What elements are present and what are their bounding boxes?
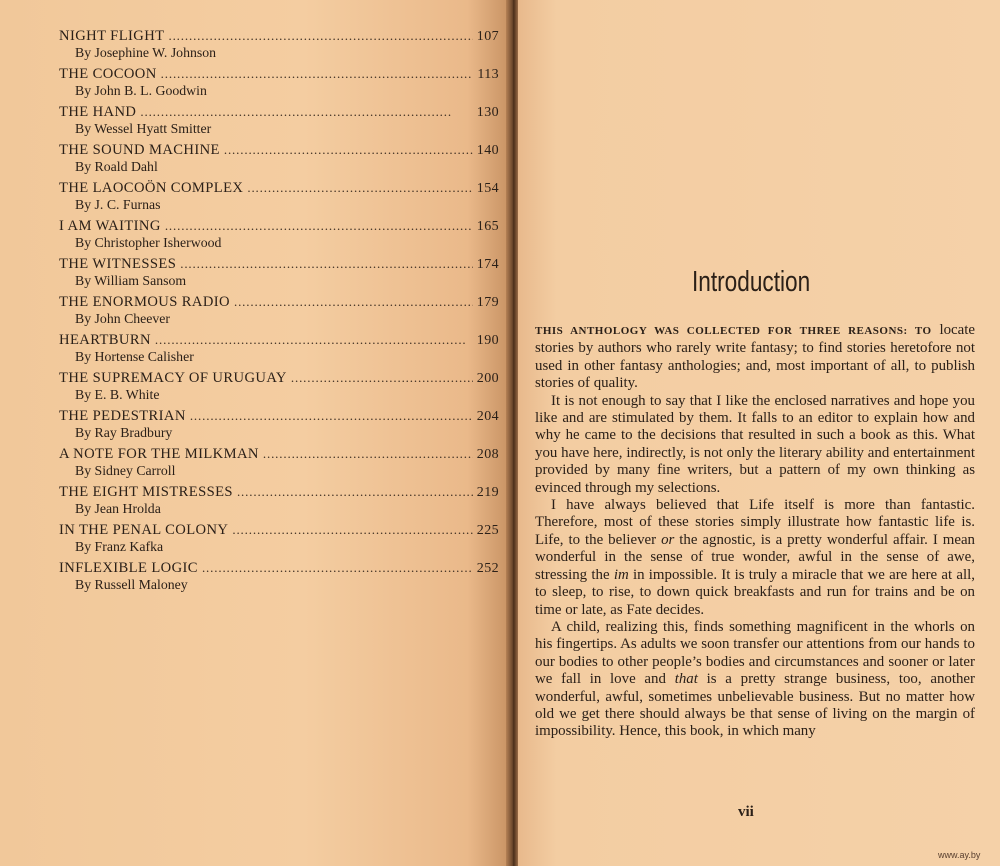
toc-entry-page: 200 — [476, 371, 499, 386]
toc-entry — [59, 560, 499, 598]
toc-leader-dots — [161, 66, 474, 82]
toc-entry-author: By William Sansom — [75, 273, 187, 288]
toc-entry — [59, 180, 499, 218]
toc-entry-title: THE SUPREMACY OF URUGUAY — [59, 370, 287, 386]
intro-paragraph-4 — [535, 619, 975, 741]
toc-entry-page: 113 — [477, 67, 499, 82]
toc-entry-line — [59, 104, 499, 121]
table-of-contents — [59, 28, 499, 598]
toc-entry-author: By Christopher Isherwood — [75, 235, 222, 250]
intro-paragraph-2: It is not enough to say that I like the enclosed narratives and hope you like and are stimulated by them. It falls to an editor to explain how and why he came to the decisions that resulted in such a book as this. What you have here, indirectly, is not only the literary ability and entertainment provided by many fine writers, but a pattern of my own thinking as evinced through my selections. — [535, 392, 975, 496]
toc-entry-title: NIGHT FLIGHT — [59, 28, 165, 44]
toc-entry-line — [59, 28, 499, 45]
toc-entry-line — [59, 294, 499, 311]
intro-p1-text: locate stories by authors who rarely write fantasy; to find stories heretofore not used in other fantasy anthologies; and, most important of all, to publish stories of quality. — [535, 322, 976, 392]
toc-entry-title: A NOTE FOR THE MILKMAN — [59, 446, 259, 462]
toc-entry-line — [59, 256, 499, 273]
intro-p4-a: A child, realizing this, finds something magnificent in the whorls on his fingertips. As adults we soon transfer our attentions from our hands to our bodies to other people’s bodies and circumstances and sooner or later we fall in love and — [535, 618, 975, 688]
toc-entry-page: 174 — [476, 257, 499, 272]
intro-paragraph-3 — [535, 497, 975, 619]
toc-entry-page: 225 — [476, 523, 499, 538]
toc-entry-author: By Russell Maloney — [75, 577, 188, 592]
intro-heading: Introduction — [692, 266, 811, 298]
toc-entry-page: 190 — [476, 333, 499, 348]
toc-leader-dots — [291, 370, 473, 386]
toc-entry-page: 219 — [476, 485, 499, 500]
toc-entry-page: 252 — [476, 561, 499, 576]
toc-leader-dots — [165, 218, 473, 234]
toc-leader-dots — [140, 104, 472, 120]
toc-entry — [59, 28, 499, 66]
toc-entry-title: I AM WAITING — [59, 218, 161, 234]
toc-entry-author: By Jean Hrolda — [75, 501, 161, 516]
toc-entry — [59, 104, 499, 142]
toc-entry — [59, 332, 499, 370]
toc-entry-author: By Hortense Calisher — [75, 349, 194, 364]
toc-leader-dots — [232, 522, 472, 538]
intro-paragraph-1 — [535, 322, 975, 393]
toc-entry-title: THE EIGHT MISTRESSES — [59, 484, 233, 500]
toc-entry-line — [59, 522, 499, 539]
toc-entry-author: By Roald Dahl — [75, 159, 158, 174]
toc-leader-dots — [168, 28, 472, 44]
intro-p3-b: the agnostic, is a pretty wonderful affair. I mean wonderful in the sense of true wonder, awful in the sense of awe, stressing the — [535, 531, 975, 583]
toc-entry-author: By Sidney Carroll — [75, 463, 176, 478]
toc-entry — [59, 370, 499, 408]
toc-leader-dots — [247, 180, 472, 196]
toc-entry — [59, 522, 499, 560]
toc-leader-dots — [155, 332, 473, 348]
toc-entry-author: By Josephine W. Johnson — [75, 45, 217, 60]
page-number: vii — [738, 804, 754, 820]
toc-leader-dots — [224, 142, 473, 158]
toc-entry-line — [59, 180, 499, 197]
toc-entry-author: By Wessel Hyatt Smitter — [75, 121, 212, 136]
toc-entry-author: By John B. L. Goodwin — [75, 83, 207, 98]
intro-body — [535, 322, 975, 741]
toc-entry-line — [59, 218, 499, 235]
toc-entry — [59, 294, 499, 332]
toc-entry-page: 140 — [476, 143, 499, 158]
toc-entry — [59, 256, 499, 294]
intro-p4-b: is a pretty strange business, too, another wonderful, awful, sometimes unbelievable business. But no matter how old we get there should always be that sense of living on the margin of impossibility. Hence, this book, in which many — [535, 671, 975, 740]
toc-leader-dots — [180, 256, 473, 272]
toc-leader-dots — [202, 560, 473, 576]
intro-p3-or: or — [661, 531, 675, 548]
toc-entry-line — [59, 446, 499, 463]
intro-p3-c: in impossible. It is truly a miracle that we are here at all, to sleep, to rise, to down quick breakfasts and run for trains and be on time or late, as Fate decides. — [535, 566, 975, 618]
toc-entry-line — [59, 142, 499, 159]
toc-entry-page: 165 — [476, 219, 499, 234]
toc-entry — [59, 66, 499, 104]
toc-entry-title: THE COCOON — [59, 66, 157, 82]
toc-entry-title: THE LAOCOÖN COMPLEX — [59, 180, 244, 196]
toc-entry-author: By Franz Kafka — [75, 539, 164, 554]
toc-entry-title: THE ENORMOUS RADIO — [59, 294, 230, 310]
toc-entry-line — [59, 560, 499, 577]
toc-leader-dots — [237, 484, 473, 500]
toc-entry — [59, 484, 499, 522]
toc-entry-line — [59, 370, 499, 387]
toc-entry-line — [59, 408, 499, 425]
toc-entry-page: 204 — [476, 409, 499, 424]
intro-p4-that: that — [674, 671, 698, 688]
toc-entry-page: 130 — [476, 105, 499, 120]
intro-lead-smallcaps: THIS ANTHOLOGY WAS COLLECTED FOR THREE REASONS: TO — [535, 325, 932, 337]
toc-entry-page: 179 — [476, 295, 499, 310]
toc-entry-author: By E. B. White — [75, 387, 160, 402]
toc-entry-title: IN THE PENAL COLONY — [59, 522, 229, 538]
toc-entry — [59, 218, 499, 256]
toc-entry-author: By Ray Bradbury — [75, 425, 173, 440]
toc-entry-page: 154 — [476, 181, 499, 196]
toc-leader-dots — [190, 408, 473, 424]
toc-entry-author: By John Cheever — [75, 311, 171, 326]
toc-entry-title: HEARTBURN — [59, 332, 151, 348]
toc-entry-title: THE SOUND MACHINE — [59, 142, 220, 158]
toc-entry — [59, 142, 499, 180]
toc-entry-title: THE WITNESSES — [59, 256, 177, 272]
intro-p3-im: im — [613, 566, 629, 583]
intro-p3-a: I have always believed that Life itself is more than fantastic. Therefore, most of these stories simply illustrate how fantastic life is. Life, to the believer — [535, 497, 975, 548]
toc-leader-dots — [263, 446, 473, 462]
toc-entry-line — [59, 332, 499, 349]
toc-entry-line — [59, 66, 499, 83]
toc-entry-author: By J. C. Furnas — [75, 197, 161, 212]
toc-entry-title: INFLEXIBLE LOGIC — [59, 560, 198, 576]
toc-entry-page: 208 — [476, 447, 499, 462]
toc-leader-dots — [234, 294, 473, 310]
toc-entry — [59, 446, 499, 484]
toc-entry-page: 107 — [476, 29, 499, 44]
toc-entry — [59, 408, 499, 446]
toc-entry-title: THE PEDESTRIAN — [59, 408, 186, 424]
toc-entry-line — [59, 484, 499, 501]
toc-entry-title: THE HAND — [59, 104, 137, 120]
watermark: www.ay.by — [938, 850, 981, 860]
